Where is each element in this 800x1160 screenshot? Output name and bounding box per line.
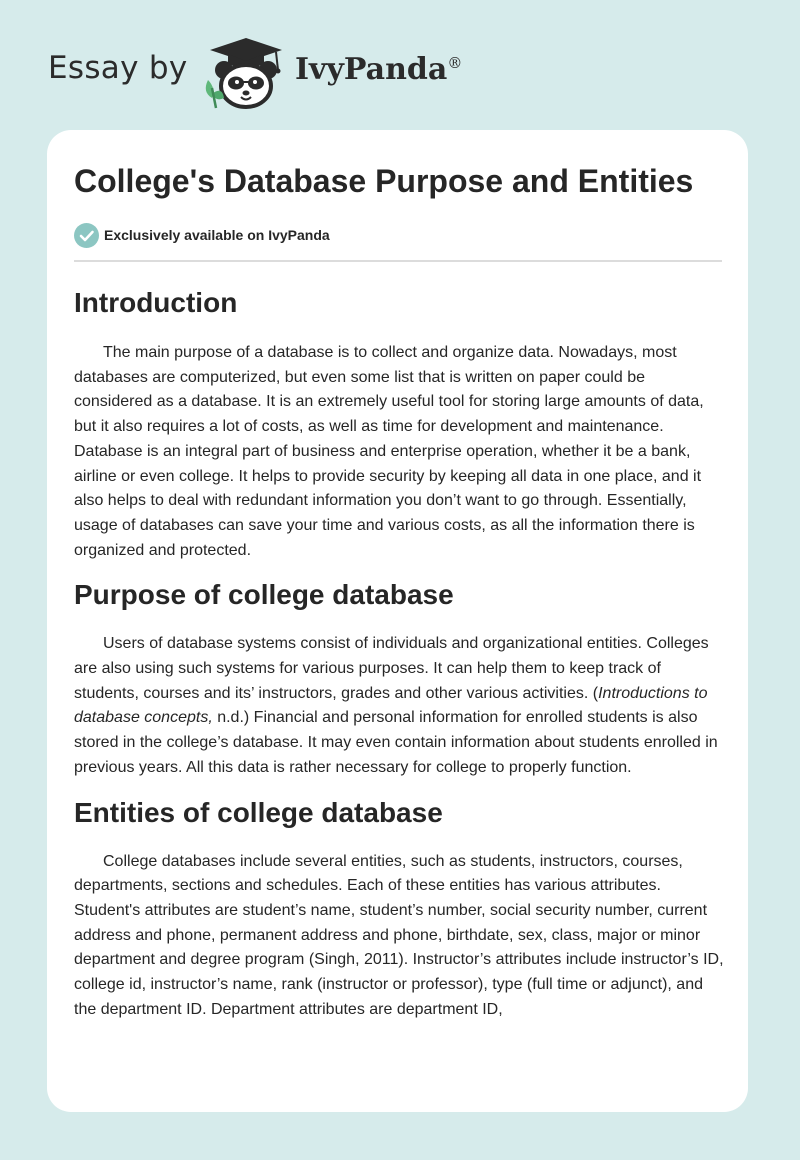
essay-title: College's Database Purpose and Entities	[74, 163, 694, 199]
section-heading-entities: Entities of college database	[74, 796, 443, 828]
check-circle-icon	[74, 223, 99, 248]
section-paragraph-entities: College databases include several entities, such as students, instructors, courses, departments, sections and schedules. Each of these entities has various attributes. Student's attributes are student’s name, student’s number, social security number, current address and phone, permanent address and phone, birthdate, sex, class, major or minor department and degree program (Singh, 2011). Instructor’s attributes include instructor’s ID, college id, instructor’s name, rank (instructor or professor), type (full time or adjunct), and the department ID. Department attributes are department ID,	[74, 852, 724, 1018]
panda-graduate-icon	[200, 36, 290, 110]
exclusive-badge	[74, 222, 330, 248]
site-header	[0, 0, 800, 130]
essay-body	[74, 280, 724, 1031]
brand-name[interactable]	[295, 52, 462, 87]
essay-by-label: Essay by	[48, 50, 188, 86]
section-heading-purpose: Purpose of college database	[74, 579, 454, 611]
exclusive-badge-label: Exclusively available on IvyPanda	[104, 227, 330, 243]
purpose-text-after-citation: n.d.) Financial and personal information for enrolled students is also stored in the college’s database. It may even contain information about students enrolled in previous years. All this data is rather necessary for college to properly function.	[74, 709, 718, 776]
title-divider	[74, 260, 722, 262]
section-paragraph-introduction: The main purpose of a database is to collect and organize data. Nowadays, most databases are computerized, but even some list that is written on paper could be considered as a database. It is an extremely useful tool for storing large amounts of data, but it also requires a lot of costs, as well as time for development and maintenance. Database is an integral part of business and enterprise operation, whether it be a bank, airline or even college. It helps to provide security by keeping all data in one place, and it also helps to deal with redundant information you don’t want to go through. Essentially, usage of databases can save your time and various costs, as all the information there is organized and protected.	[74, 344, 704, 559]
citation-title: Introductions to database concepts,	[74, 684, 708, 727]
essay-card	[47, 130, 748, 1112]
purpose-text-before-citation: Users of database systems consist of individuals and organizational entities. Colleges are also using such systems for various purposes. It can help them to keep track of students, courses and its’ instructors, grades and other various activities. (	[74, 635, 709, 702]
section-paragraph-purpose	[74, 632, 724, 780]
registered-mark: ®	[447, 54, 463, 72]
brand-text: IvyPanda	[295, 52, 448, 87]
section-heading-introduction: Introduction	[74, 287, 238, 318]
